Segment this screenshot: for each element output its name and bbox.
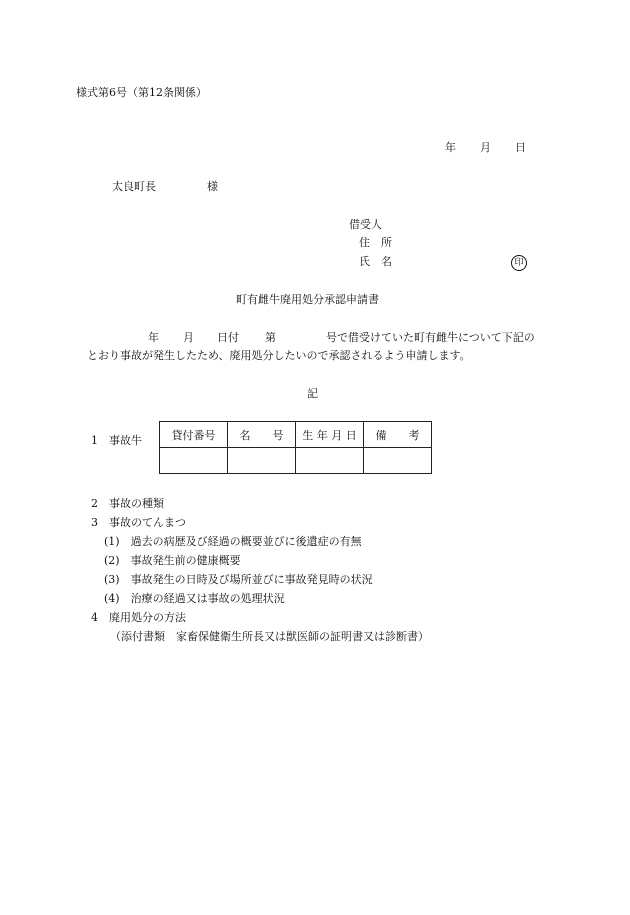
header-loan-number: 貸付番号: [160, 422, 228, 448]
applicant-label: 借受人: [349, 218, 382, 231]
date-month-label: 月: [480, 141, 491, 154]
item-accident-cattle: 1 事故牛: [91, 434, 142, 447]
ki-heading: 記: [307, 387, 318, 400]
cell-birthdate[interactable]: [296, 448, 364, 474]
form-number: 様式第6号（第12条関係）: [76, 86, 207, 99]
cell-name[interactable]: [228, 448, 296, 474]
subitem-treatment: (4) 治療の経過又は事故の処理状況: [104, 592, 285, 605]
item-accident-details: 3 事故のてんまつ: [91, 516, 186, 529]
body-month: 月: [183, 331, 194, 344]
subitem-occurrence: (3) 事故発生の日時及び場所並びに事故発見時の状況: [104, 573, 373, 586]
body-number-prefix: 第: [265, 331, 276, 344]
document-title: 町有雌牛廃用処分承認申請書: [236, 293, 379, 306]
name-label: 氏 名: [359, 255, 392, 268]
body-line1-tail: 号で借受けていた町有雌牛について下記の: [326, 331, 535, 344]
item-accident-type: 2 事故の種類: [91, 497, 164, 510]
cattle-table: [159, 421, 432, 474]
cell-loan-number[interactable]: [160, 448, 228, 474]
table-header-row: [160, 422, 432, 448]
date-year-label: 年: [445, 141, 456, 154]
header-name: 名 号: [228, 422, 296, 448]
item-disposal-method: 4 廃用処分の方法: [91, 611, 186, 624]
addressee-name: 太良町長: [112, 180, 156, 193]
subitem-health: (2) 事故発生前の健康概要: [104, 554, 241, 567]
body-year: 年: [148, 331, 159, 344]
body-day-suffix: 日付: [217, 331, 239, 344]
subitem-history: (1) 過去の病歴及び経過の概要並びに後遺症の有無: [104, 535, 362, 548]
header-remarks: 備 考: [364, 422, 432, 448]
attachments-note: （添付書類 家畜保健衛生所長又は獣医師の証明書又は診断書）: [110, 630, 429, 643]
address-label: 住 所: [359, 236, 392, 249]
addressee-honorific: 様: [207, 180, 218, 193]
date-day-label: 日: [515, 141, 526, 154]
seal-mark: 印: [511, 255, 527, 271]
cell-remarks[interactable]: [364, 448, 432, 474]
header-birthdate: 生 年 月 日: [296, 422, 364, 448]
table-row: [160, 448, 432, 474]
body-line2: とおり事故が発生したため、廃用処分したいので承認されるよう申請します。: [87, 349, 471, 362]
